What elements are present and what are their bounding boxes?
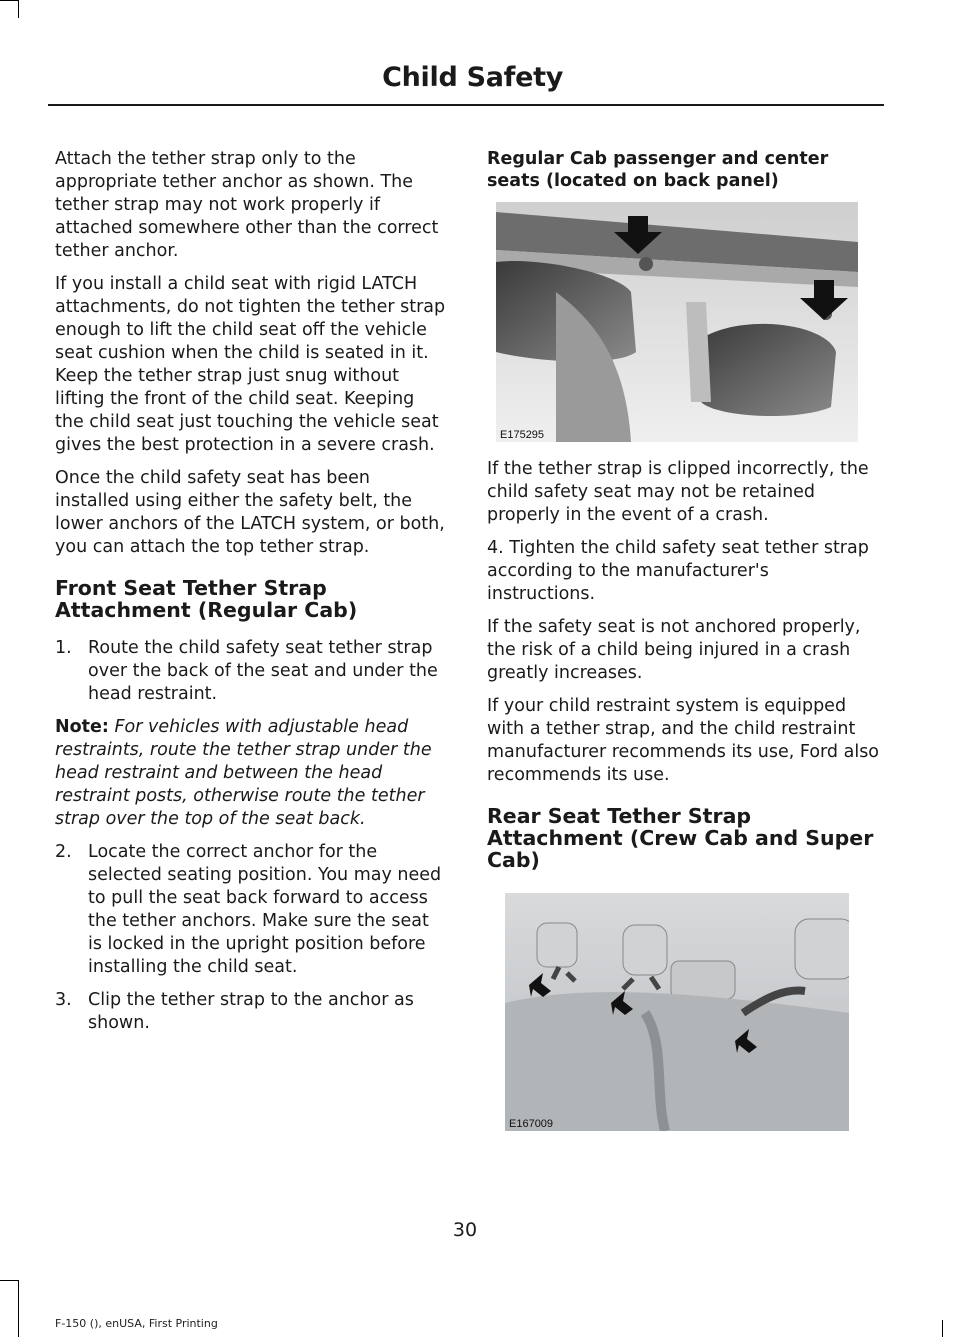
crop-mark <box>18 1280 19 1337</box>
regular-cab-illustration <box>496 202 858 442</box>
footer-text: F-150 (), enUSA, First Printing <box>55 1317 218 1330</box>
left-column <box>55 148 447 1045</box>
step-text: Locate the correct anchor for the selected seating position. You may need to pull the seat back forward to access the tether anchors. Make sure the seat is locked in the upright position before installing the child seat. <box>88 842 442 977</box>
right-column <box>487 148 879 1131</box>
crop-mark <box>0 1280 18 1281</box>
figure-rear-seat-anchors <box>505 893 849 1131</box>
section-heading-rear-seat: Rear Seat Tether Strap Attachment (Crew Cab and Super Cab) <box>487 804 874 872</box>
note-text: For vehicles with adjustable head restraints, route the tether strap under the head restraint and between the head restraint posts, otherwise route the tether strap over the top of the seat back. <box>55 717 432 829</box>
paragraph-not-anchored: If the safety seat is not anchored properly, the risk of a child being injured in a crash greatly increases. <box>487 617 861 683</box>
paragraph-top-tether: Once the child safety seat has been installed using either the safety belt, the lower anchors of the LATCH system, or both, you can attach the top tether strap. <box>55 468 445 557</box>
step-text: Route the child safety seat tether strap over the back of the seat and under the head restraint. <box>88 638 438 704</box>
step-number: 2. <box>55 842 72 862</box>
paragraph-clipped-incorrectly: If the tether strap is clipped incorrectly, the child safety seat may not be retained properly in the event of a crash. <box>487 459 869 525</box>
step-text: Clip the tether strap to the anchor as shown. <box>88 990 414 1033</box>
section-heading-front-seat: Front Seat Tether Strap Attachment (Regular Cab) <box>55 576 358 622</box>
crop-mark <box>18 0 19 18</box>
note-label: Note: <box>55 717 109 737</box>
step-number: 1. <box>55 638 72 658</box>
subheading-regular-cab: Regular Cab passenger and center seats (located on back panel) <box>487 149 829 191</box>
paragraph-latch: If you install a child seat with rigid LATCH attachments, do not tighten the tether strap enough to lift the child seat off the vehicle seat cushion when the child is seated in it. Keep the tether strap just snug without lifting the front of the child seat. Keeping the child seat just touching the vehicle seat gives the best protection in a severe crash. <box>55 274 446 455</box>
header-divider <box>48 104 884 106</box>
step-number: 3. <box>55 990 72 1010</box>
rear-seat-illustration <box>505 893 849 1131</box>
figure-code: E167009 <box>509 1118 554 1130</box>
list-item <box>55 637 447 706</box>
note <box>55 716 447 831</box>
list-item <box>55 841 447 979</box>
page-number: 30 <box>452 1219 478 1241</box>
crop-mark <box>942 1320 943 1337</box>
figure-regular-cab-anchors <box>496 202 858 442</box>
crop-mark <box>0 0 18 1</box>
list-item <box>55 989 447 1035</box>
figure-code: E175295 <box>500 429 545 441</box>
paragraph-ford-recommends: If your child restraint system is equipped with a tether strap, and the child restraint manufacturer recommends its use, Ford also recommends its use. <box>487 696 880 785</box>
paragraph-tether-anchor: Attach the tether strap only to the appropriate tether anchor as shown. The tether strap may not work properly if attached somewhere other than the correct tether anchor. <box>55 149 439 261</box>
paragraph-step-4: 4. Tighten the child safety seat tether strap according to the manufacturer's instructions. <box>487 538 869 604</box>
page-header-title: Child Safety <box>382 62 563 93</box>
